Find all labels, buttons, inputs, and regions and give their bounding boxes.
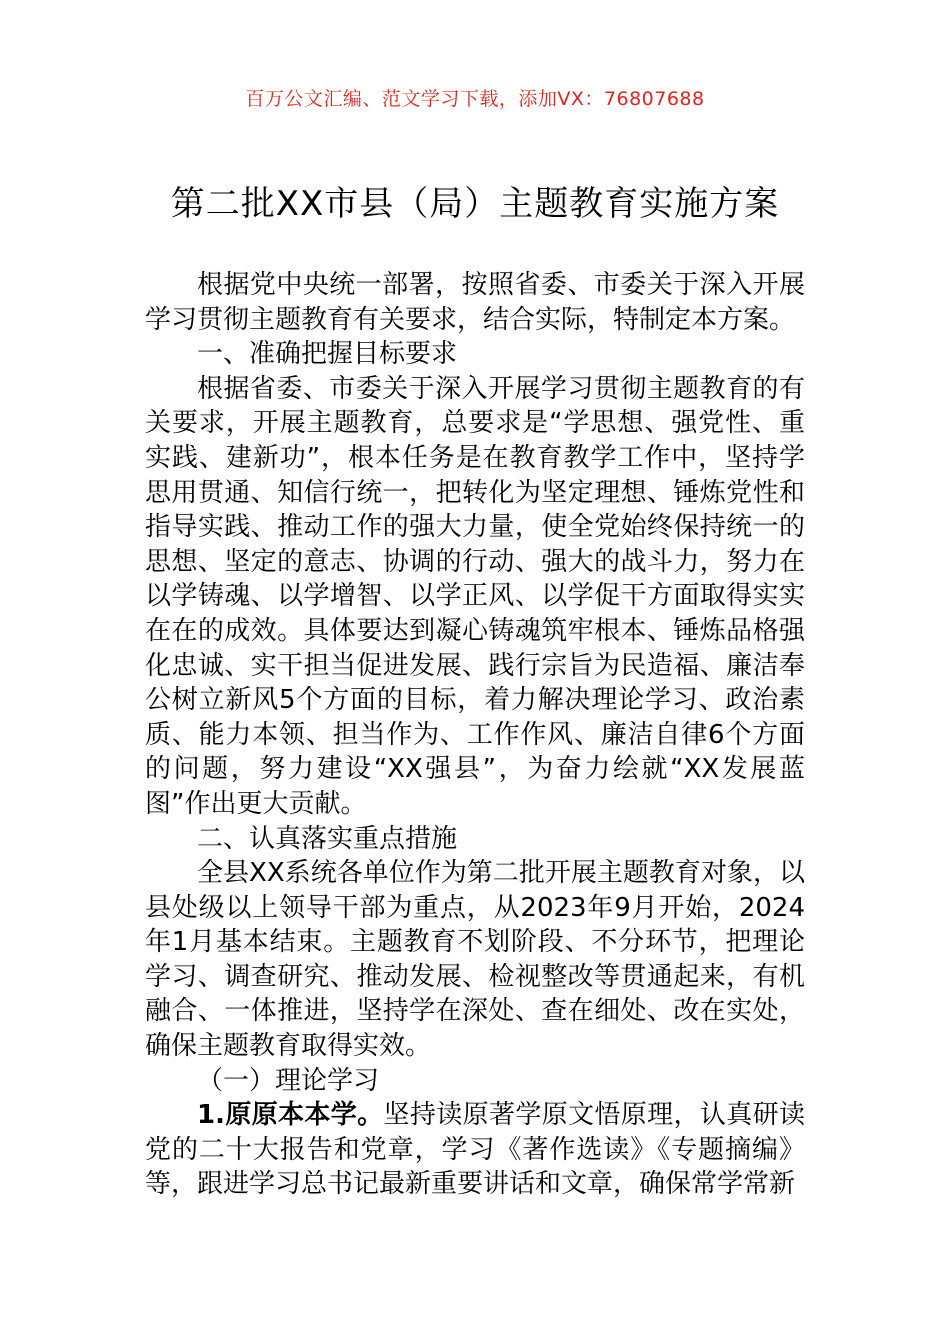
section-heading-2: 二、认真落实重点措施 [197,823,458,854]
subsection-heading-1: （一）理论学习 [197,1065,380,1096]
section-1-paragraph: 根据省委、市委关于深入开展学习贯彻主题教育的有关要求，开展主题教育，总要求是“学思想、强党性、重实践、建新功”，根本任务是在教育教学工作中，坚持学思用贯通、知信行统一，把转化为坚定理想、锤炼党性和指导实践、推动工作的强大力量，使全党始终保持统一的思想、坚定的意志、协调的行动、强大的战斗力，努力在以学铸魂、以学增智、以学正风、以学促干方面取得实实在在的成效。具体要达到凝心铸魂筑牢根本、锤炼品格强化忠诚、实干担当促进发展、践行宗旨为民造福、廉洁奉公树立新风5个方面的目标，着力解决理论学习、政治素质、能力本领、担当作为、工作作风、廉洁自律6个方面的问题，努力建设“XX强县”，为奋力绘就“XX发展蓝图”作出更大贡献。 [145,373,805,819]
header-note: 百万公文汇编、范文学习下载，添加VX：76807688 [245,88,705,110]
item-1-lead: 1.原原本本学。 [197,1100,384,1131]
document-title: 第二批XX市县（局）主题教育实施方案 [170,184,780,224]
section-2-paragraph: 全县XX系统各单位作为第二批开展主题教育对象，以县处级以上领导干部为重点，从2023年9月开始，2024年1月基本结束。主题教育不划阶段、不分环节，把理论学习、调查研究、推动发展、检视整改等贯通起来，有机融合、一体推进，坚持学在深处、查在细处、改在实处，确保主题教育取得实效。 [145,858,805,1062]
item-1-body: 坚持读原著学原文悟原理，认真研读党的二十大报告和党章，学习《著作选读》《专题摘编》等，跟进学习总书记最新重要讲话和文章，确保常学常新 [145,1100,805,1200]
item-1-paragraph [145,1098,805,1202]
document-body [145,268,805,1202]
intro-paragraph: 根据党中央统一部署，按照省委、市委关于深入开展学习贯彻主题教育有关要求，结合实际，特制定本方案。 [145,270,805,335]
section-heading-1: 一、准确把握目标要求 [197,339,458,370]
